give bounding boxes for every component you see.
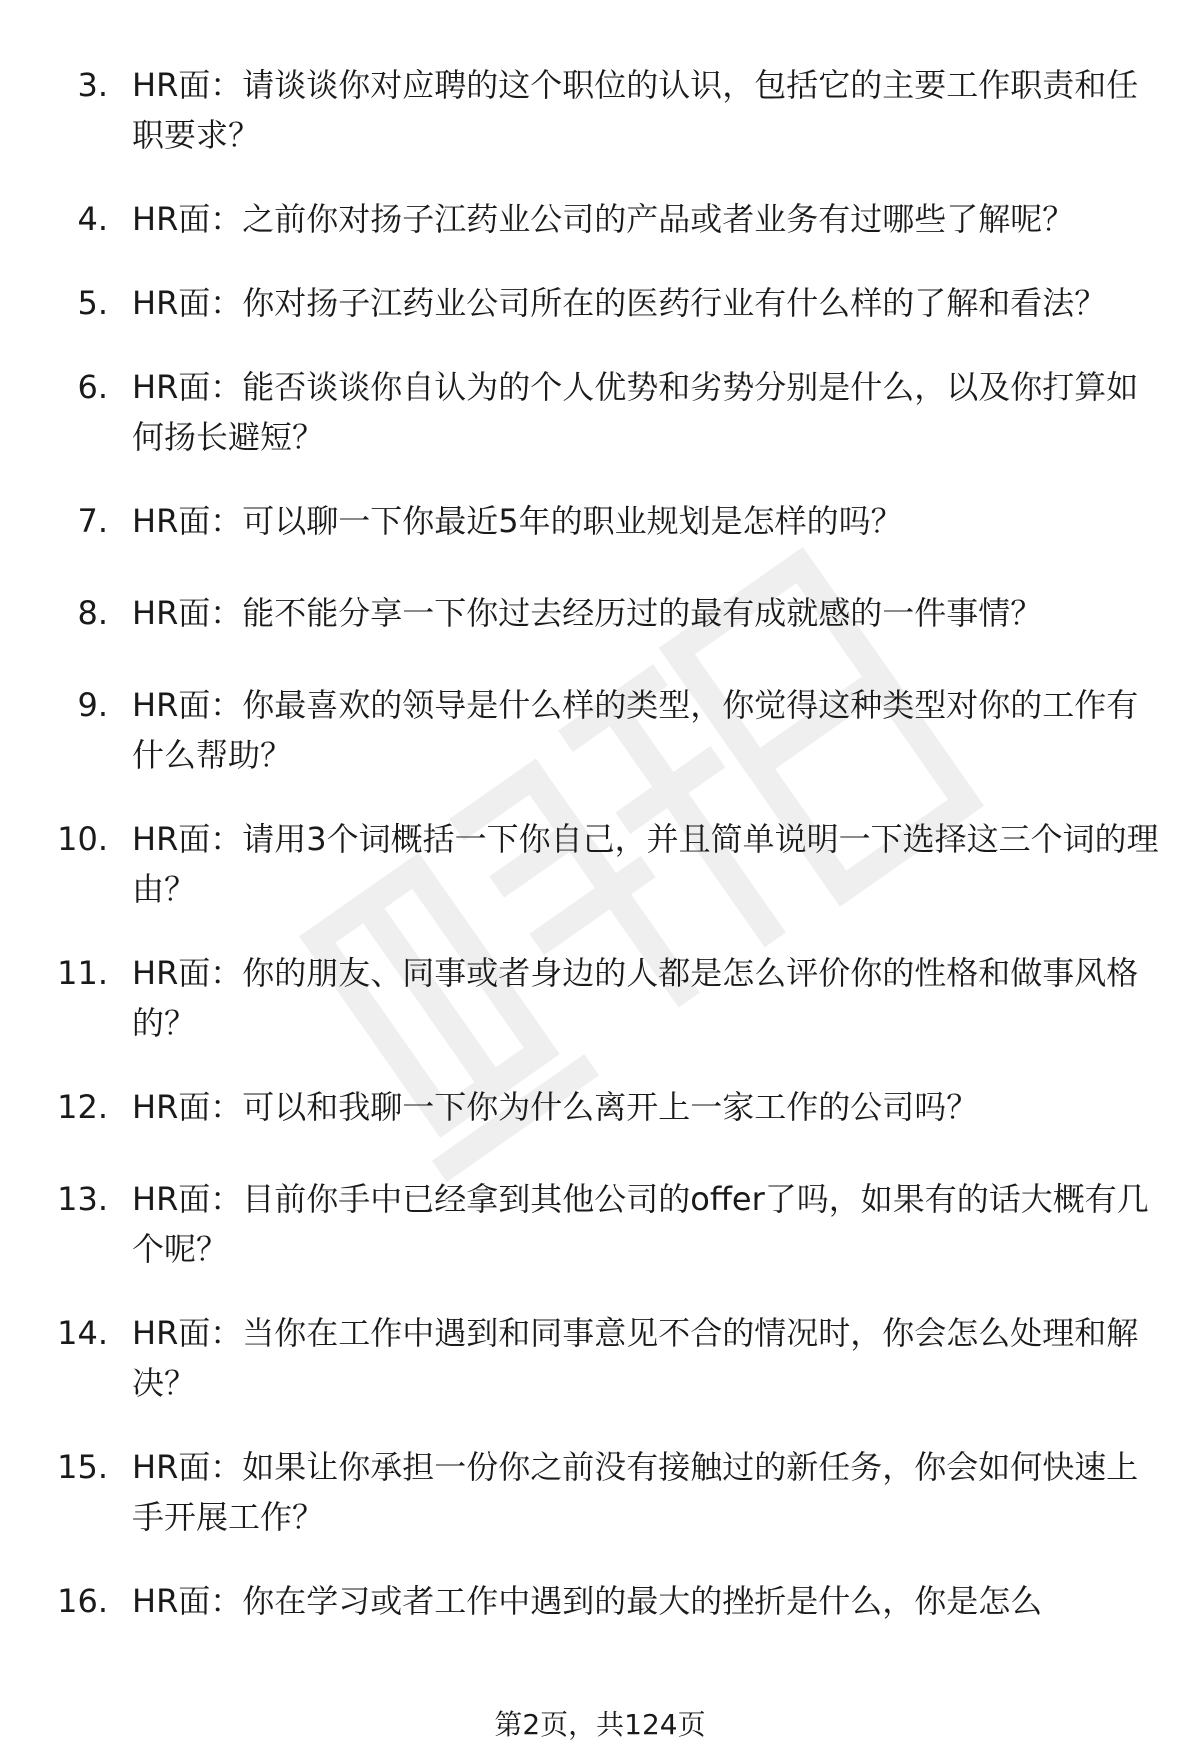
question-text: HR面：你的朋友、同事或者身边的人都是怎么评价你的性格和做事风格的？ [132, 954, 1139, 1042]
question-text: HR面：请谈谈你对应聘的这个职位的认识，包括它的主要工作职责和任职要求？ [132, 66, 1139, 154]
question-number: 11. [57, 954, 108, 992]
question-item-7 [0, 496, 1200, 546]
question-item-8 [0, 588, 1200, 638]
question-number: 7. [77, 502, 108, 540]
question-text: HR面：之前你对扬子江药业公司的产品或者业务有过哪些了解呢？ [132, 200, 1075, 238]
question-text: HR面：你在学习或者工作中遇到的最大的挫折是什么，你是怎么 [132, 1582, 1043, 1620]
question-number: 13. [57, 1180, 108, 1218]
question-number: 3. [77, 66, 108, 104]
question-item-14 [0, 1308, 1200, 1408]
page-number: 第2页，共124页 [494, 1708, 706, 1741]
question-number: 5. [77, 284, 108, 322]
question-number: 14. [57, 1314, 108, 1352]
question-item-5 [0, 278, 1200, 328]
question-text: HR面：能否谈谈你自认为的个人优势和劣势分别是什么，以及你打算如何扬长避短？ [132, 368, 1139, 456]
question-item-10 [0, 814, 1200, 914]
question-item-16 [0, 1576, 1200, 1626]
question-item-15 [0, 1442, 1200, 1542]
interview-question-list [0, 60, 1200, 1660]
question-item-11 [0, 948, 1200, 1048]
question-text: HR面：能不能分享一下你过去经历过的最有成就感的一件事情？ [132, 594, 1043, 632]
question-item-4 [0, 194, 1200, 244]
question-number: 8. [77, 594, 108, 632]
question-number: 9. [77, 686, 108, 724]
question-number: 6. [77, 368, 108, 406]
question-number: 12. [57, 1088, 108, 1126]
question-text: HR面：请用3个词概括一下你自己，并且简单说明一下选择这三个词的理由？ [132, 820, 1159, 908]
question-text: HR面：目前你手中已经拿到其他公司的offer了吗，如果有的话大概有几个呢？ [132, 1180, 1149, 1268]
question-number: 4. [77, 200, 108, 238]
question-item-9 [0, 680, 1200, 780]
question-number: 16. [57, 1582, 108, 1620]
question-item-6 [0, 362, 1200, 462]
question-number: 15. [57, 1448, 108, 1486]
question-item-3 [0, 60, 1200, 160]
question-item-12 [0, 1082, 1200, 1132]
question-text: HR面：可以聊一下你最近5年的职业规划是怎样的吗？ [132, 502, 903, 540]
question-text: HR面：可以和我聊一下你为什么离开上一家工作的公司吗？ [132, 1088, 979, 1126]
question-text: HR面：当你在工作中遇到和同事意见不合的情况时，你会怎么处理和解决？ [132, 1314, 1139, 1402]
question-item-13 [0, 1174, 1200, 1274]
question-text: HR面：如果让你承担一份你之前没有接触过的新任务，你会如何快速上手开展工作？ [132, 1448, 1139, 1536]
page-footer [0, 1705, 1200, 1745]
question-text: HR面：你最喜欢的领导是什么样的类型，你觉得这种类型对你的工作有什么帮助？ [132, 686, 1139, 774]
question-number: 10. [57, 820, 108, 858]
question-text: HR面：你对扬子江药业公司所在的医药行业有什么样的了解和看法？ [132, 284, 1107, 322]
